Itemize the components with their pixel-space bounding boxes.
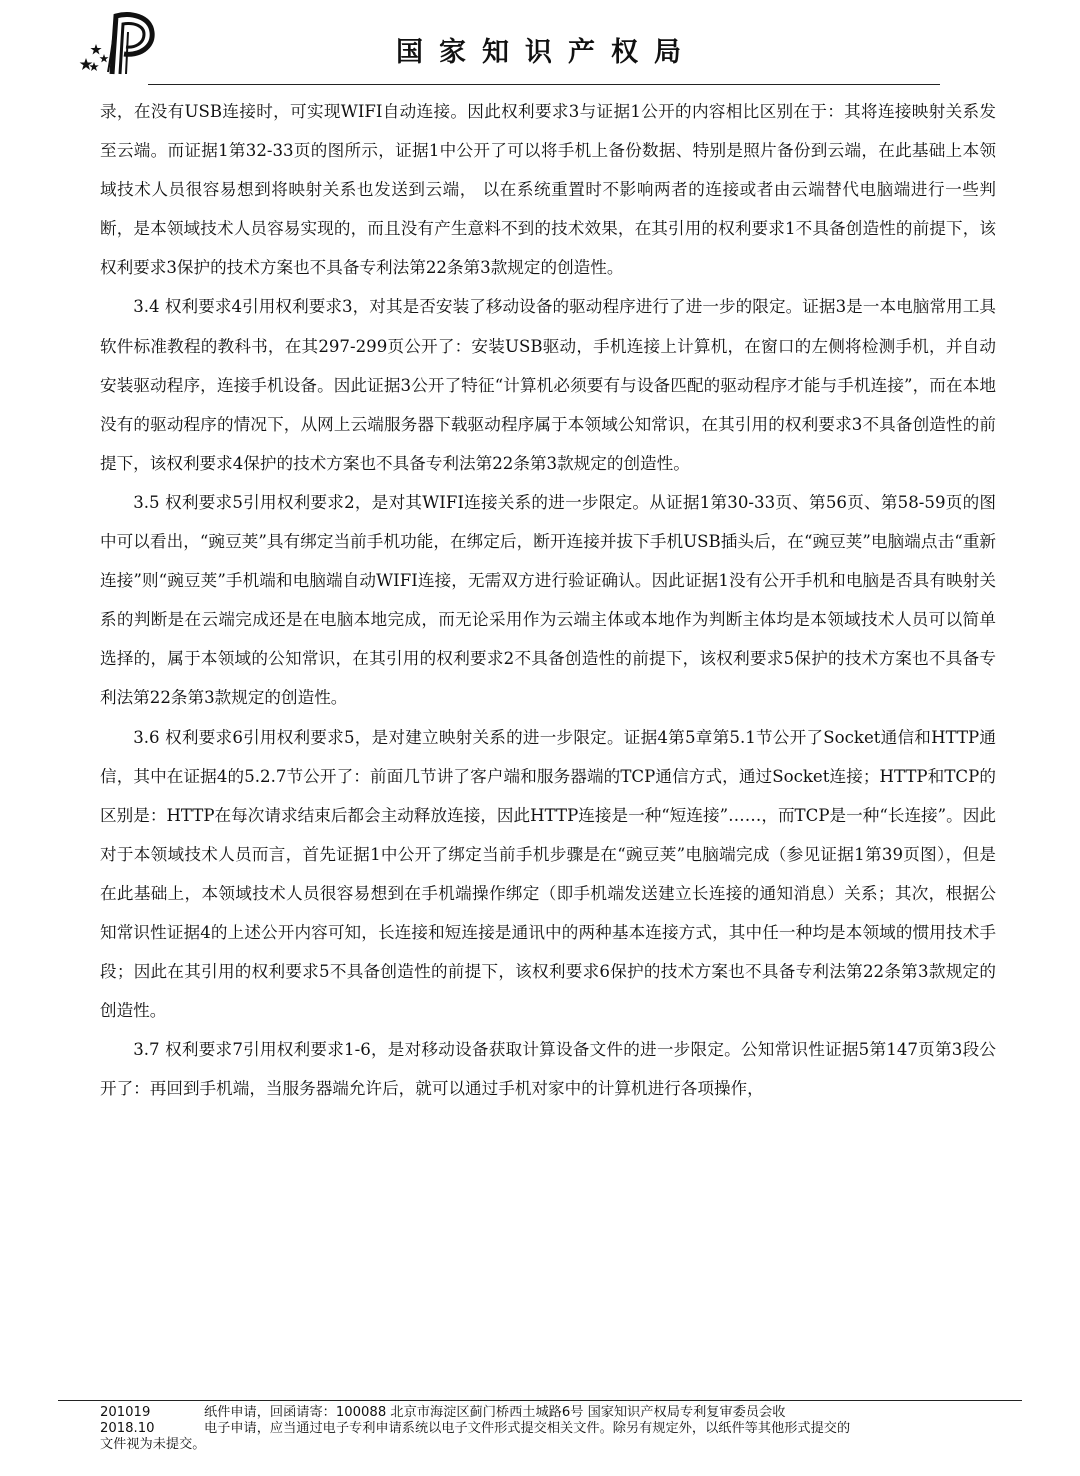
org-name: 国家知识产权局 [396, 37, 697, 68]
footer-form-version: 2018.10 [100, 1421, 155, 1436]
footer [100, 1405, 1010, 1453]
footer-row-paper [100, 1405, 1010, 1421]
paragraph-3-4: 3.4 权利要求4引用权利要求3，对其是否安装了移动设备的驱动程序进行了进一步的限定。证据3是一本电脑常用工具软件标准教程的教科书，在其297-299页公开了：安装USB驱动，手机连接上计算机，在窗口的左侧将检测手机，并自动安装驱动程序，连接手机设备。因此证据3公开了特征“计算机必须要有与设备匹配的驱动程序才能与手机连接”，而在本地没有的驱动程序的情况下，从网上云端服务器下载驱动程序属于本领域公知常识，在其引用的权利要求3不具备创造性的前提下，该权利要求4保护的技术方案也不具备专利法第22条第3款规定的创造性。 [100, 297, 996, 473]
footer-row-electronic [100, 1421, 1010, 1453]
paragraph-3-7: 3.7 权利要求7引用权利要求1-6，是对移动设备获取计算设备文件的进一步限定。公知常识性证据5第147页第3段公开了：再回到手机端，当服务器端允许后，就可以通过手机对家中的计算机进行各项操作， [100, 1040, 996, 1099]
footer-divider [58, 1400, 1022, 1401]
footer-electronic-submission-continued: 文件视为未提交。 [100, 1437, 206, 1452]
body-text [100, 92, 996, 1108]
paragraph-3-5: 3.5 权利要求5引用权利要求2，是对其WIFI连接关系的进一步限定。从证据1第30-33页、第56页、第58-59页的图中可以看出，“豌豆荚”具有绑定当前手机功能，在绑定后，断开连接并拔下手机USB插头后，在“豌豆荚”电脑端点击“重新连接”则“豌豆荚”手机端和电脑端自动WIFI连接，无需双方进行验证确认。因此证据1没有公开手机和电脑是否具有映射关系的判断是在云端完成还是在电脑本地完成，而无论采用作为云端主体或本地作为判断主体均是本领域技术人员可以简单选择的，属于本领域的公知常识，在其引用的权利要求2不具备创造性的前提下，该权利要求5保护的技术方案也不具备专利法第22条第3款规定的创造性。 [100, 492, 996, 708]
footer-paper-submission-text: 纸件申请，回函请寄：100088 北京市海淀区蓟门桥西土城路6号 国家知识产权局专利复审委员会收 [204, 1405, 786, 1420]
header-divider [148, 84, 940, 85]
paragraph-3-6: 3.6 权利要求6引用权利要求5，是对建立映射关系的进一步限定。证据4第5章第5.1节公开了Socket通信和HTTP通信，其中在证据4的5.2.7节公开了：前面几节讲了客户端和服务器端的TCP通信方式，通过Socket连接；HTTP和TCP的区别是：HTTP在每次请求结束后都会主动释放连接，因此HTTP连接是一种“短连接”……，而TCP是一种“长连接”。因此对于本领域技术人员而言，首先证据1中公开了绑定当前手机步骤是在“豌豆荚”电脑端完成（参见证据1第39页图），但是在此基础上，本领域技术人员很容易想到在手机端操作绑定（即手机端发送建立长连接的通知消息）关系；其次，根据公知常识性证据4的上述公开内容可知，长连接和短连接是通讯中的两种基本连接方式，其中任一种均是本领域的惯用技术手段；因此在其引用的权利要求5不具备创造性的前提下，该权利要求6保护的技术方案也不具备专利法第22条第3款规定的创造性。 [100, 727, 996, 1021]
footer-form-code: 201019 [100, 1405, 151, 1420]
cnipa-logo-icon [78, 10, 160, 78]
footer-electronic-submission-text: 电子申请，应当通过电子专利申请系统以电子文件形式提交相关文件。除另有规定外，以纸件等其他形式提交的 [204, 1421, 851, 1436]
paragraph-3-3-continued: 录，在没有USB连接时，可实现WIFI自动连接。因此权利要求3与证据1公开的内容相比区别在于：其将连接映射关系发至云端。而证据1第32-33页的图所示，证据1中公开了可以将手机上备份数据、特别是照片备份到云端，在此基础上本领域技术人员很容易想到将映射关系也发送到云端， 以在系统重置时不影响两者的连接或者由云端替代电脑端进行一些判断，是本领域技术人员容易实现的，而且没有产生意料不到的技术效果，在其引用的权利要求1不具备创造性的前提下，该权利要求3保护的技术方案也不具备专利法第22条第3款规定的创造性。 [100, 102, 996, 278]
